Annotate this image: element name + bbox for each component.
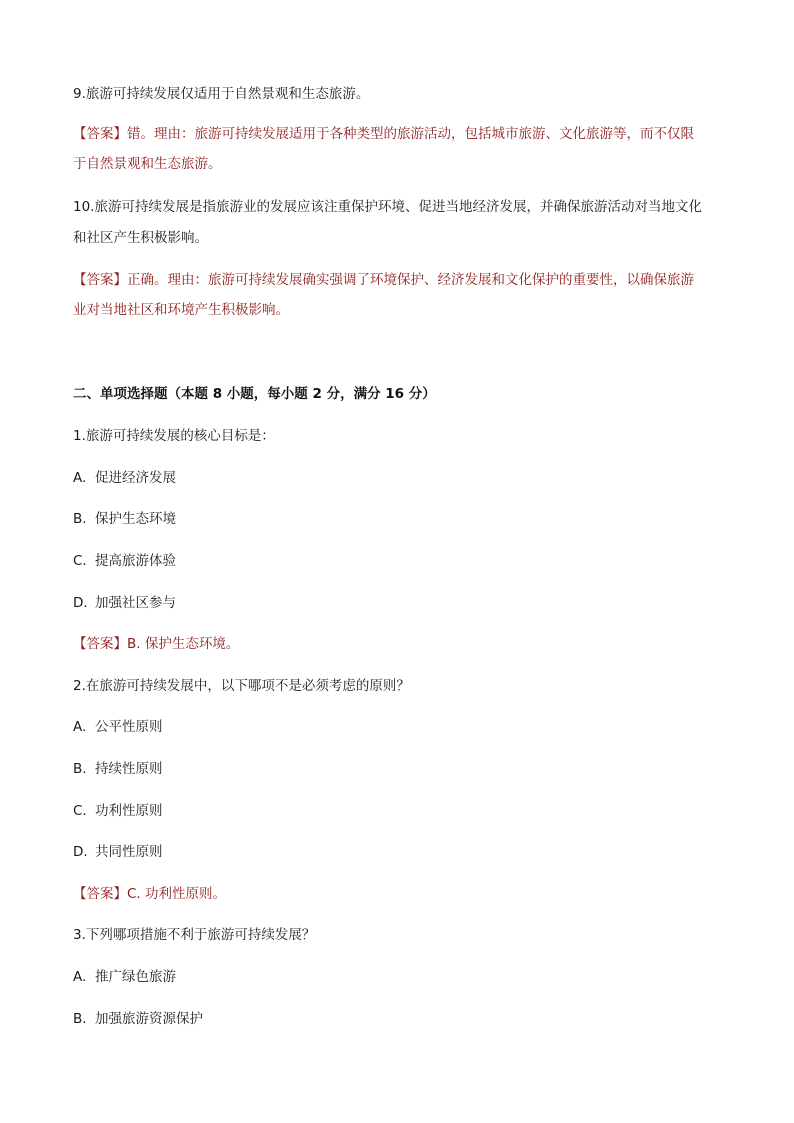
option-letter: A. (73, 719, 87, 735)
option-letter: B. (73, 761, 87, 777)
question-9: 9.旅游可持续发展仅适用于自然景观和生态旅游。 (73, 86, 370, 102)
option-letter: B. (73, 511, 87, 527)
option-text: 加强社区参与 (95, 595, 176, 611)
option-text: 提高旅游体验 (95, 553, 176, 569)
option-text: 加强旅游资源保护 (95, 1011, 203, 1027)
mc2-option-c (73, 801, 723, 821)
mc3-option-a (73, 967, 723, 987)
option-letter: A. (73, 969, 87, 985)
answer-10-line-1: 【答案】正确。理由：旅游可持续发展确实强调了环境保护、经济发展和文化保护的重要性，以确保旅游 (73, 272, 694, 288)
mc-question-1: 1.旅游可持续发展的核心目标是： (73, 428, 275, 444)
option-letter: C. (73, 553, 87, 569)
mc-question-3: 3.下列哪项措施不利于旅游可持续发展？ (73, 927, 316, 943)
mc1-answer: 【答案】B. 保护生态环境。 (73, 636, 240, 652)
mc-question-2: 2.在旅游可持续发展中，以下哪项不是必须考虑的原则？ (73, 678, 410, 694)
mc2-option-a (73, 717, 723, 737)
option-text: 公平性原则 (95, 719, 163, 735)
option-letter: C. (73, 803, 87, 819)
mc2-option-b (73, 759, 723, 779)
option-text: 推广绿色旅游 (95, 969, 176, 985)
option-text: 功利性原则 (95, 803, 163, 819)
answer-9-line-2: 于自然景观和生态旅游。 (73, 156, 222, 172)
option-letter: D. (73, 844, 88, 860)
mc3-option-b (73, 1009, 723, 1029)
mc1-option-a (73, 468, 723, 488)
question-10-line-1: 10.旅游可持续发展是指旅游业的发展应该注重保护环境、促进当地经济发展，并确保旅游活动对当地文化 (73, 199, 702, 215)
option-text: 保护生态环境 (95, 511, 176, 527)
section-title: 二、单项选择题（本题 8 小题，每小题 2 分，满分 16 分） (73, 386, 436, 402)
option-text: 共同性原则 (95, 844, 163, 860)
mc1-option-c (73, 551, 723, 571)
answer-10-line-2: 业对当地社区和环境产生积极影响。 (73, 302, 289, 318)
mc1-option-d (73, 593, 723, 613)
option-text: 促进经济发展 (95, 470, 176, 486)
question-10-line-2: 和社区产生积极影响。 (73, 230, 208, 246)
option-letter: D. (73, 595, 88, 611)
mc1-option-b (73, 509, 723, 529)
option-letter: A. (73, 470, 87, 486)
mc2-answer: 【答案】C. 功利性原则。 (73, 886, 227, 902)
mc2-option-d (73, 842, 723, 862)
option-text: 持续性原则 (95, 761, 163, 777)
answer-9-line-1: 【答案】错。理由：旅游可持续发展适用于各种类型的旅游活动，包括城市旅游、文化旅游等，而不仅限 (73, 126, 694, 142)
option-letter: B. (73, 1011, 87, 1027)
